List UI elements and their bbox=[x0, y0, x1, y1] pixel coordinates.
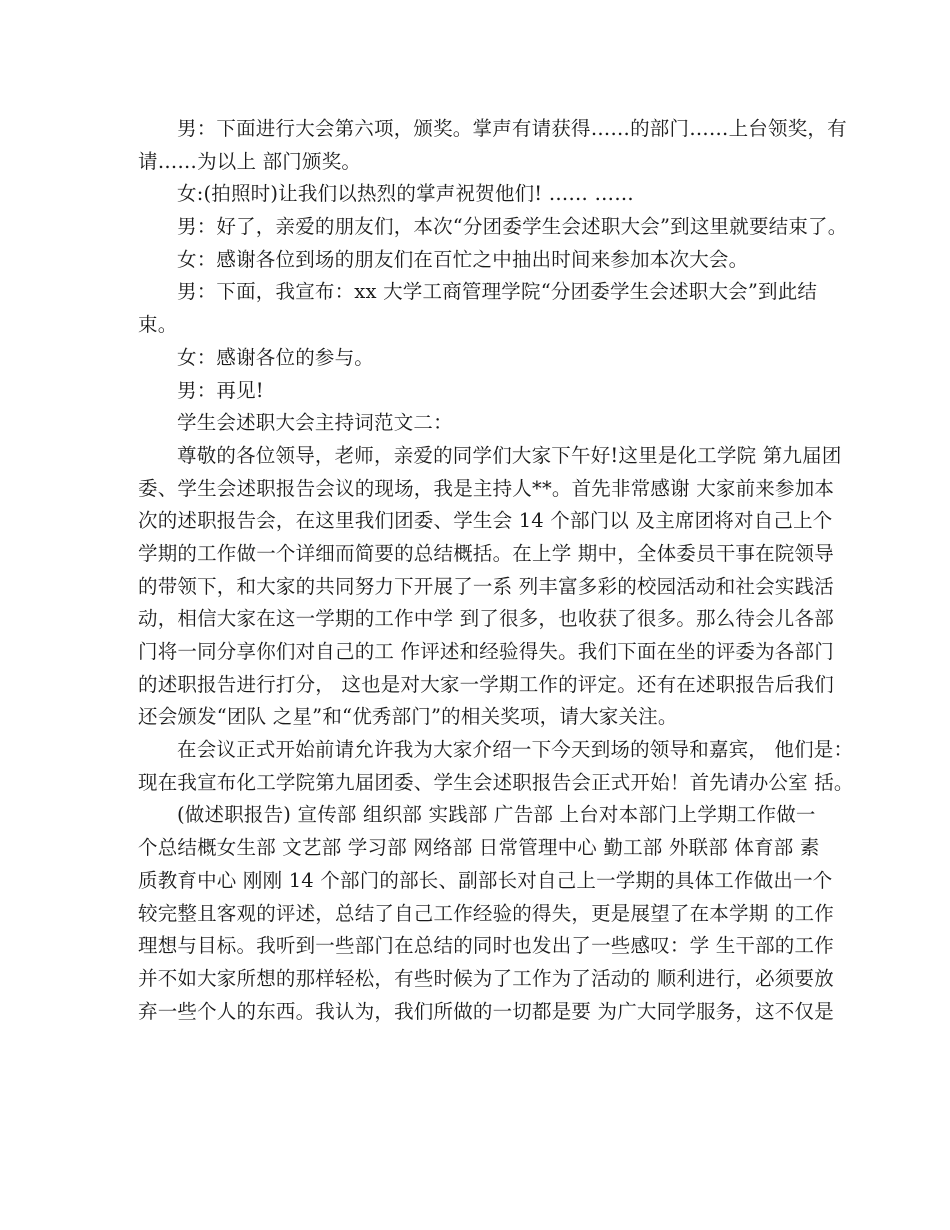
text-line: 女：感谢各位到场的朋友们在百忙之中抽出时间来参加本次大会。 bbox=[177, 247, 749, 271]
text-line: (做述职报告) 宣传部 组织部 实践部 广告部 上台对本部门上学期工作做一 bbox=[177, 803, 816, 827]
text-line: 请……为以上 部门颁奖。 bbox=[138, 149, 362, 173]
text-line: 并不如大家所想的那样轻松，有些时候为了工作为了活动的 顺利进行，必须要放 bbox=[138, 966, 834, 990]
text-line: 较完整且客观的评述，总结了自己工作经验的得失，更是展望了在本学期 的工作 bbox=[138, 901, 834, 925]
text-line: 尊敬的各位领导，老师，亲爱的同学们大家下午好!这里是化工学院 第九届团 bbox=[177, 443, 842, 467]
text-line: 理想与目标。我听到一些部门在总结的同时也发出了一些感叹：学 生干部的工作 bbox=[138, 934, 834, 958]
text-line: 个总结概女生部 文艺部 学习部 网络部 日常管理中心 勤工部 外联部 体育部 素 bbox=[138, 836, 820, 860]
text-line: 质教育中心 刚刚 14 个部门的部长、副部长对自己上一学期的具体工作做出一个 bbox=[138, 868, 833, 892]
text-line: 动，相信大家在这一学期的工作中学 到了很多，也收获了很多。那么待会儿各部 bbox=[138, 607, 834, 631]
document-body bbox=[138, 113, 854, 1028]
text-line: 还会颁发“团队 之星”和“优秀部门”的相关奖项，请大家关注。 bbox=[138, 705, 678, 729]
text-line: 门将一同分享你们对自己的工 作评述和经验得失。我们下面在坐的评委为各部门 bbox=[138, 640, 834, 663]
text-line: 现在我宣布化工学院第九届团委、学生会述职报告会正式开始！首先请办公室 括。 bbox=[138, 770, 854, 794]
text-line: 束。 bbox=[138, 313, 178, 337]
text-line: 男：下面，我宣布：xx 大学工商管理学院“分团委学生会述职大会”到此结 bbox=[177, 280, 818, 304]
text-line: 委、学生会述职报告会议的现场，我是主持人**。首先非常感谢 大家前来参加本 bbox=[138, 476, 835, 500]
text-line: 学生会述职大会主持词范文二： bbox=[177, 411, 453, 435]
text-line: 的带领下，和大家的共同努力下开展了一系 列丰富多彩的校园活动和社会实践活 bbox=[138, 574, 834, 598]
text-line: 男：再见! bbox=[177, 378, 264, 402]
text-line: 女:(拍照时)让我们以热烈的掌声祝贺他们! …… …… bbox=[177, 182, 634, 206]
text-line: 男：下面进行大会第六项，颁奖。掌声有请获得……的部门……上台领奖，有 bbox=[177, 117, 847, 140]
text-line: 男：好了，亲爱的朋友们，本次“分团委学生会述职大会”到这里就要结束了。 bbox=[177, 215, 848, 239]
text-line: 在会议正式开始前请允许我为大家介绍一下今天到场的领导和嘉宾， 他们是： bbox=[177, 738, 854, 762]
text-line: 学期的工作做一个详细而简要的总结概括。在上学 期中，全体委员干事在院领导 bbox=[138, 541, 834, 565]
text-line: 的述职报告进行打分， 这也是对大家一学期工作的评定。还有在述职报告后我们 bbox=[138, 672, 834, 696]
text-line: 女：感谢各位的参与。 bbox=[177, 345, 375, 369]
text-line: 次的述职报告会，在这里我们团委、学生会 14 个部门以 及主席团将对自己上个 bbox=[138, 509, 833, 533]
text-line: 弃一些个人的东西。我认为，我们所做的一切都是要 为广大同学服务，这不仅是 bbox=[138, 999, 834, 1023]
